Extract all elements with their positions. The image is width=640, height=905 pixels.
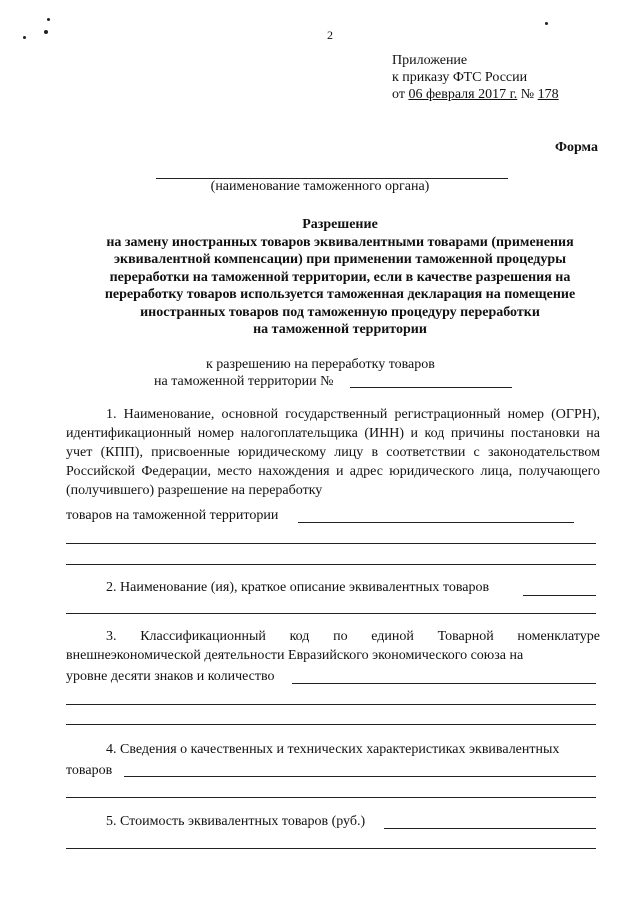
reference-number-line (350, 387, 512, 388)
fill-line (66, 613, 596, 614)
appendix-number-prefix: № (517, 87, 538, 102)
appendix-line1: Приложение (392, 53, 468, 68)
fill-line (66, 564, 596, 565)
item-1-text: 1. Наименование, основной государственный регистрационный номер (ОГРН), идентификационный номер налогоплательщика (ИНН) и код причины постановки на учет (КПП), присвоенные юридическому лицу в соответствии с законодательством Российской Федерации, место нахождения и адрес юридического лица, получающего (получившего) разрешение на переработку (66, 407, 600, 498)
fill-line (66, 797, 596, 798)
fill-line (124, 776, 596, 777)
title-line: эквивалентной компенсации) при применении таможенной процедуры (113, 252, 567, 267)
org-caption: (наименование таможенного органа) (210, 179, 430, 194)
title-line: на таможенной территории (253, 322, 427, 337)
page-number: 2 (327, 28, 333, 42)
appendix-date-line (392, 86, 559, 103)
fill-line (292, 683, 596, 684)
fill-line (523, 595, 596, 596)
fill-line (66, 704, 596, 705)
item-4-last: товаров (66, 763, 113, 778)
fill-line (298, 522, 574, 523)
scan-mark (47, 18, 50, 21)
title-line: переработку товаров используется таможенная декларация на помещение (104, 287, 576, 302)
fill-line (384, 828, 596, 829)
scan-mark (545, 22, 548, 25)
item-1-last: товаров на таможенной территории (66, 508, 279, 523)
reference-line2: на таможенной территории № (154, 374, 334, 389)
item-4-text: 4. Сведения о качественных и технических характеристиках эквивалентных (106, 742, 560, 757)
item-3-last: уровне десяти знаков и количество (66, 669, 275, 684)
item-2-text: 2. Наименование (ия), краткое описание эквивалентных товаров (106, 580, 490, 595)
title-line: Разрешение (302, 217, 378, 232)
fill-line (66, 848, 596, 849)
appendix-line2: к приказу ФТС России (392, 70, 528, 85)
fill-line (66, 543, 596, 544)
item-3 (66, 627, 600, 665)
item-4 (66, 740, 600, 759)
title-line: иностранных товаров под таможенную процедуру переработки (140, 304, 540, 320)
appendix-block (392, 52, 559, 103)
item-1 (66, 405, 600, 500)
item-5-text: 5. Стоимость эквивалентных товаров (руб.) (106, 814, 366, 829)
fill-line (66, 724, 596, 725)
reference-line1: к разрешению на переработку товаров (206, 357, 435, 372)
title-line: на замену иностранных товаров эквивалентными товарами (применения (106, 234, 574, 250)
item-3-text: 3. Классификационный код по единой Товарной номенклатуре внешнеэкономической деятельности Евразийского экономического союза на (66, 629, 600, 663)
item-2 (66, 578, 600, 597)
appendix-date-prefix: от (392, 87, 409, 102)
appendix-date: 06 февраля 2017 г. (408, 87, 518, 102)
form-label: Форма (554, 140, 598, 155)
title-line: переработки на таможенной территории, если в качестве разрешения на (109, 269, 571, 285)
appendix-number: 178 (537, 87, 559, 102)
document-title (40, 216, 640, 339)
